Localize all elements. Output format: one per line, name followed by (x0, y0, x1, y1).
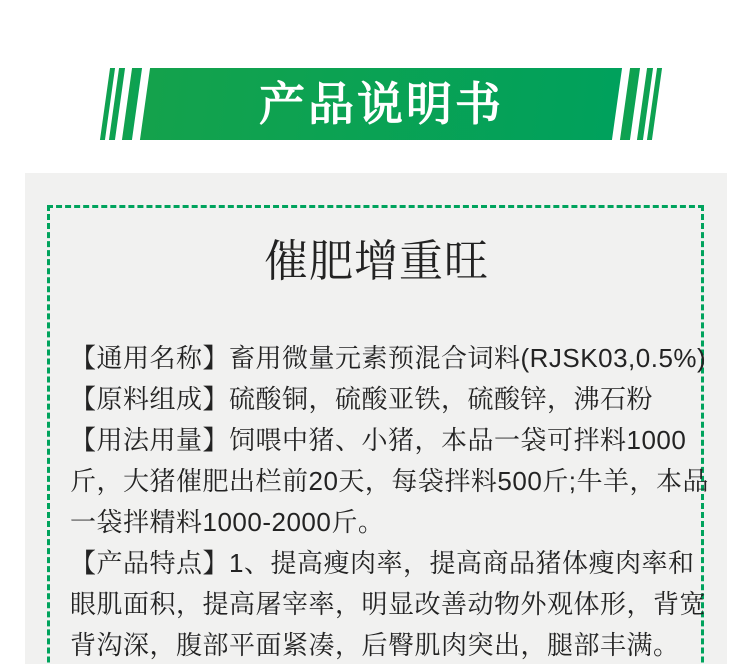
content-panel (25, 173, 727, 664)
section-usage-line-3: 一袋拌精料1000-2000斤。 (70, 507, 385, 537)
section-features-line-2: 眼肌面积，提高屠宰率，明显改善动物外观体形，背宽 (70, 589, 707, 619)
section-generic-name-line: 【通用名称】畜用微量元素预混合词料(RJSK03,0.5%) (70, 343, 707, 373)
section-usage-line-2: 斤，大猪催肥出栏前20天，每袋拌料500斤;牛羊，本品 (70, 466, 710, 496)
product-name-title: 催肥增重旺 (264, 237, 489, 286)
section-ingredients-line: 【原料组成】硫酸铜，硫酸亚铁，硫酸锌，沸石粉 (70, 384, 654, 414)
product-description (70, 338, 710, 664)
section-features-line-3: 背沟深，腹部平面紧凑，后臀肌肉突出，腿部丰满。 (70, 630, 680, 660)
banner-stripe-right-1 (620, 68, 640, 140)
banner-stripe-left-3 (122, 68, 142, 140)
section-features-line-1: 【产品特点】1、提高瘦肉率，提高商品猪体瘦肉率和 (70, 548, 695, 578)
product-manual-banner (105, 68, 657, 140)
banner-title: 产品说明书 (258, 78, 504, 130)
banner-main-shape (140, 68, 622, 140)
product-info-card (47, 205, 710, 664)
section-usage-line-1: 【用法用量】饲喂中猪、小猪，本品一袋可拌料1000 (70, 425, 687, 455)
